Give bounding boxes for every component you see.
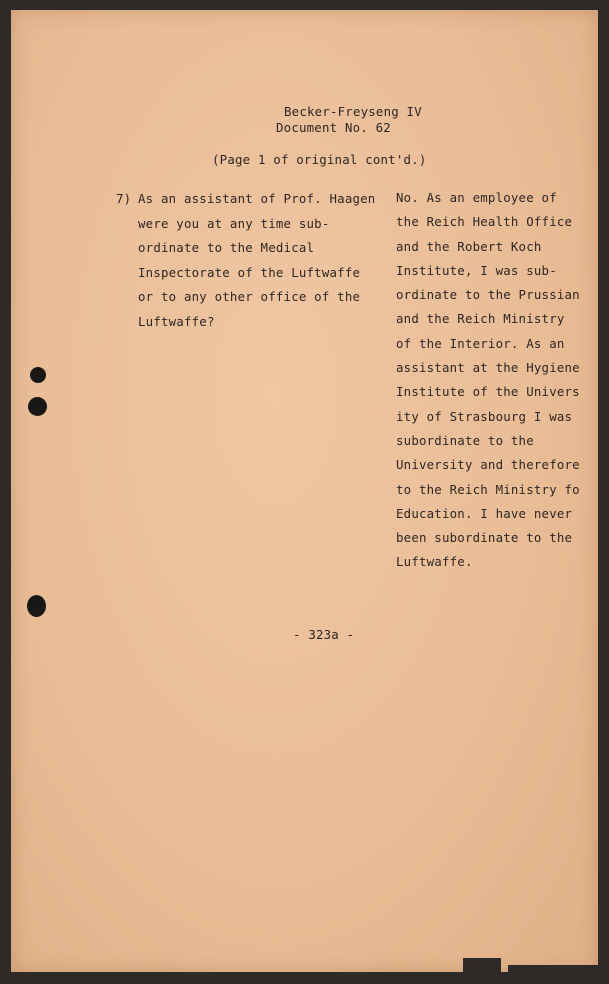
answer-line: Education. I have never xyxy=(396,505,573,521)
answer-line: ity of Strasbourg I was xyxy=(396,408,573,424)
question-line: were you at any time sub- xyxy=(138,215,330,231)
answer-line: Luftwaffe. xyxy=(396,554,473,570)
punch-hole-bottom xyxy=(27,595,46,617)
header-line-1: Becker-Freyseng IV xyxy=(284,104,422,119)
question-line: or to any other office of the xyxy=(138,289,361,304)
answer-line: Institute, I was sub- xyxy=(396,262,557,278)
answer-line: been subordinate to the xyxy=(396,530,573,546)
question-line: As an assistant of Prof. Haagen xyxy=(138,191,376,206)
answer-line: to the Reich Ministry fo xyxy=(396,481,580,497)
answer-line: and the Robert Koch xyxy=(396,238,542,254)
answer-line: and the Reich Ministry xyxy=(396,311,565,327)
answer-line: Institute of the Univers xyxy=(396,384,580,400)
answer-line: subordinate to the xyxy=(396,432,534,448)
question-text xyxy=(138,187,375,334)
paper-tear-bottom xyxy=(463,958,501,972)
answer-line: the Reich Health Office xyxy=(396,214,573,230)
question-line: Inspectorate of the Luftwaffe xyxy=(138,264,361,280)
document-header xyxy=(276,104,422,136)
answer-line: of the Interior. As an xyxy=(396,335,565,351)
page-number: - 323a - xyxy=(293,627,355,642)
answer-line: University and therefore xyxy=(396,457,580,473)
answer-text xyxy=(396,186,580,575)
punch-hole-top xyxy=(30,367,46,383)
answer-line: ordinate to the Prussian xyxy=(396,287,580,303)
question-line: ordinate to the Medical xyxy=(138,240,315,255)
question-line: Luftwaffe? xyxy=(138,313,215,329)
answer-line: No. As an employee of xyxy=(396,190,557,205)
answer-line: assistant at the Hygiene xyxy=(396,360,580,376)
question-number: 7) xyxy=(116,191,132,206)
header-line-2: Document No. 62 xyxy=(276,120,391,135)
continuation-note: (Page 1 of original cont'd.) xyxy=(212,152,427,167)
paper-tear-bottom-2 xyxy=(508,965,598,972)
punch-hole-middle xyxy=(28,397,47,416)
